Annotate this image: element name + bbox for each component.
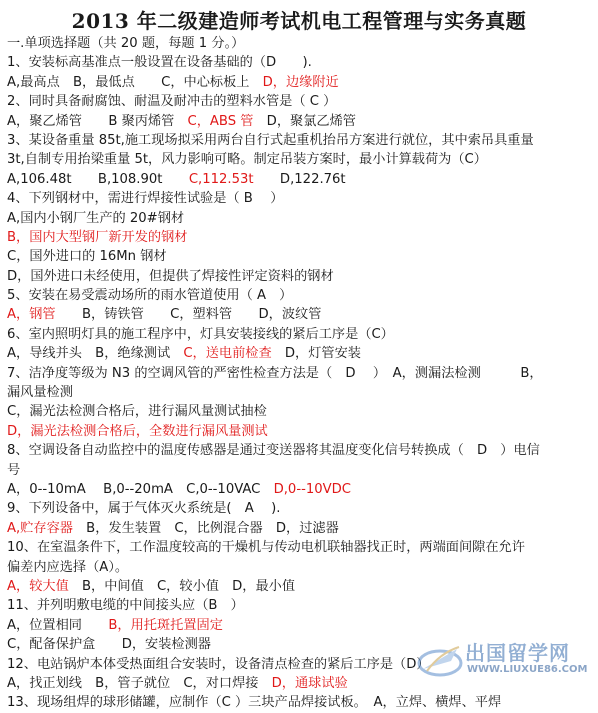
airplane-logo-icon [417, 639, 463, 679]
text-segment: 10、在室温条件下，工作温度较高的干燥机与传动电机联轴器找正时，两端面间隙在允许 [7, 540, 525, 556]
text-segment: C，国外进口的 16Mn 钢材 [7, 249, 167, 265]
text-segment: A，导线并头 B，绝缘测试 [7, 346, 184, 362]
text-line [7, 189, 593, 208]
question-body [7, 34, 593, 713]
text-line [7, 616, 593, 635]
text-line [7, 112, 593, 131]
text-segment: B，中间值 C，较小值 D，最小值 [68, 578, 296, 594]
watermark-url: WWW.LIUXUE86.COM [467, 664, 588, 675]
text-segment: 漏风量检测 [7, 385, 73, 401]
text-segment: 偏差内应选择（A）。 [7, 559, 129, 575]
text-segment: A，0--10mA B,0--20mA C,0--10VAC [7, 481, 274, 497]
text-line [7, 422, 593, 441]
text-segment: D,122.76t [253, 171, 346, 187]
text-line [7, 305, 593, 324]
text-line [7, 344, 593, 363]
text-line [7, 92, 593, 111]
text-line [7, 150, 593, 169]
text-segment: 5、安装在易受震动场所的雨水管道使用（ A ） [7, 288, 293, 304]
text-line [7, 480, 593, 499]
text-line [7, 170, 593, 189]
answer-highlight: C，ABS 管 [187, 113, 254, 129]
text-line [7, 596, 593, 615]
text-segment: 4、下列钢材中，需进行焊接性试验是（ B ） [7, 191, 284, 207]
text-line [7, 73, 593, 92]
text-segment: 3、某设备重量 85t,施工现场拟采用两台自行式起重机抬吊方案进行就位，其中索吊具重量 [7, 132, 534, 148]
text-line [7, 402, 593, 421]
answer-highlight: B，用托斑托置固定 [108, 617, 223, 633]
answer-highlight: D，通球试验 [271, 675, 348, 691]
text-line [7, 538, 593, 557]
text-line [7, 577, 593, 596]
text-segment: A，位置相同 [7, 617, 109, 633]
text-segment: B，发生装置 C，比例混合器 D，过滤器 [72, 520, 339, 536]
watermark-site-name: 出国留学网 [465, 641, 570, 665]
text-segment: 一.单项选择题（共 20 题，每题 1 分。） [7, 36, 245, 51]
text-line [7, 267, 593, 286]
text-segment: C，配备保护盒 D，安装检测器 [7, 637, 211, 653]
text-line [7, 499, 593, 518]
document-title: 2013 年二级建造师考试机电工程管理与实务真题 [71, 9, 527, 33]
text-segment: 11、并列明敷电缆的中间接头应（B ） [7, 598, 244, 614]
answer-highlight: A,贮存容器 [7, 520, 73, 536]
text-segment: D，聚氯乙烯管 [253, 113, 356, 129]
text-segment: 7、洁净度等级为 N3 的空调风管的严密性检查方法是（ D ） A，测漏法检测 B， [7, 365, 543, 381]
text-line [7, 461, 593, 480]
answer-highlight: D,0--10VDC [273, 481, 351, 497]
answer-highlight: C,112.53t [188, 171, 254, 187]
answer-highlight: D，漏光法检测合格后，全数进行漏风量测试 [7, 423, 268, 439]
text-segment: 8、空调设备自动监控中的温度传感器是通过变送器将其温度变化信号转换成（ D ）电信 [7, 443, 540, 459]
answer-highlight: D，边缘附近 [262, 74, 339, 90]
text-line [7, 209, 593, 228]
text-line [7, 53, 593, 72]
text-segment: 13、现场组焊的球形储罐，应制作（C ）三块产品焊接试板。 A，立焊、横焊、平焊 [7, 695, 502, 711]
answer-highlight: B，国内大型钢厂新开发的钢材 [7, 229, 188, 245]
text-segment: D，灯管安装 [271, 346, 361, 362]
text-line [7, 325, 593, 344]
text-segment: D，国外进口未经使用，但提供了焊接性评定资料的钢材 [7, 268, 334, 284]
text-segment: A,最高点 B，最低点 C，中心标板上 [7, 74, 263, 90]
answer-highlight: C，送电前检查 [183, 346, 272, 362]
text-line [7, 247, 593, 266]
site-watermark [417, 637, 595, 681]
text-segment: A，聚乙烯管 B 聚丙烯管 [7, 113, 188, 129]
text-segment: 3t,自制专用抬梁重量 5t，风力影响可略。制定吊装方案时，最小计算载荷为（C） [7, 152, 487, 168]
text-line [7, 286, 593, 305]
text-segment: A，找正划线 B，管子就位 C，对口焊接 [7, 675, 272, 691]
text-line [7, 519, 593, 538]
text-line [7, 558, 593, 577]
answer-highlight: A，钢管 [7, 307, 56, 323]
text-segment: A,106.48t B,108.90t [7, 171, 189, 187]
text-line [7, 693, 593, 712]
text-line [7, 131, 593, 150]
text-segment: 号 [7, 462, 21, 478]
text-segment: 6、室内照明灯具的施工程序中，灯具安装接线的紧后工序是（C） [7, 326, 394, 342]
text-line [7, 441, 593, 460]
text-line [7, 34, 593, 53]
text-line [7, 383, 593, 402]
text-segment: 12、电站锅炉本体受热面组合安装时，设备清点检查的紧后工序是（D） [7, 656, 430, 672]
text-line [7, 364, 593, 383]
text-segment: 9、下列设备中，属于气体灭火系统是( A ). [7, 501, 281, 517]
text-segment: 1、安装标高基准点一般设置在设备基础的（D ). [7, 55, 312, 71]
text-line [7, 228, 593, 247]
text-segment: 2、同时具备耐腐蚀、耐温及耐冲击的塑料水管是（ C ） [7, 94, 337, 110]
answer-highlight: A，较大值 [7, 578, 69, 594]
text-segment: B，铸铁管 C，塑料管 D，波纹管 [55, 307, 322, 323]
text-segment: A,国内小钢厂生产的 20#钢材 [7, 210, 185, 226]
text-segment: C，漏光法检测合格后，进行漏风量测试抽检 [7, 404, 267, 420]
